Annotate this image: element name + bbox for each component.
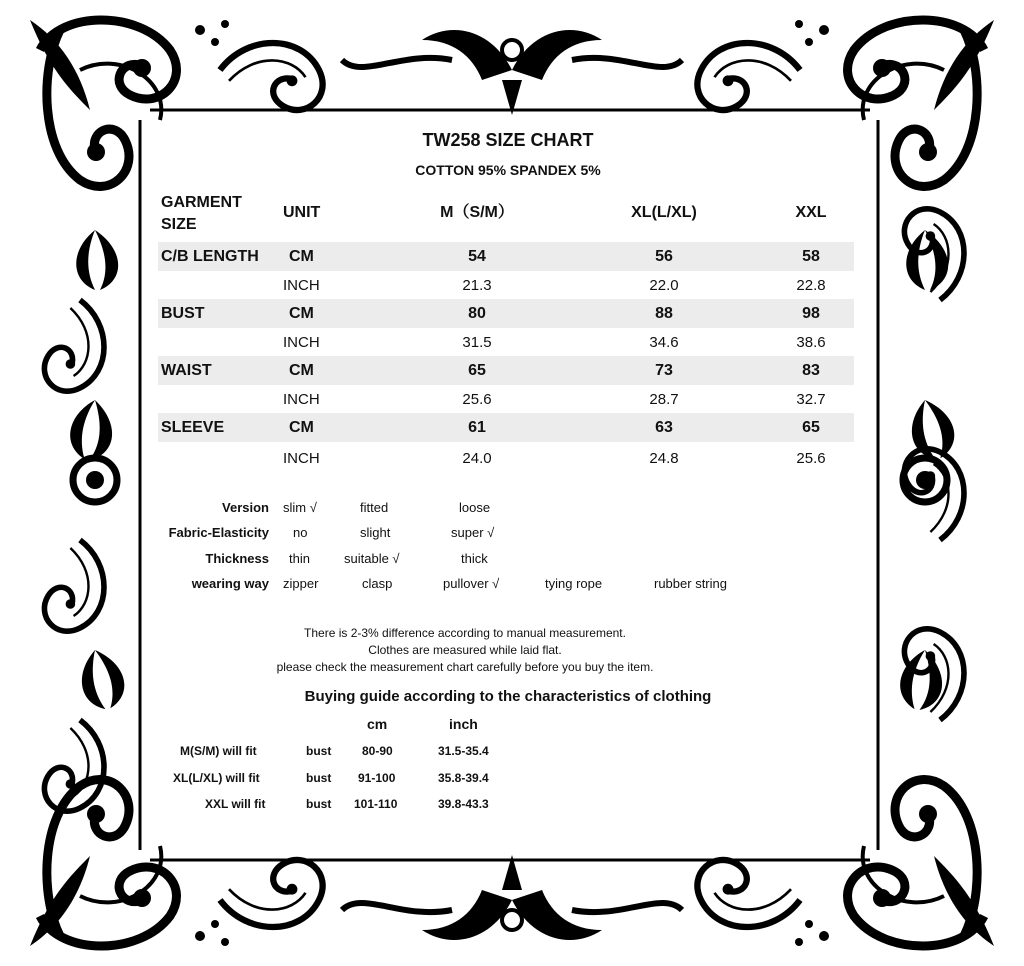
value-cm: 83 <box>802 362 820 379</box>
attr-option: thin <box>289 551 310 566</box>
value-cm: 65 <box>468 362 486 379</box>
guide-header-cm: cm <box>367 716 388 732</box>
value-cm: 54 <box>468 248 486 265</box>
guide-row-cm: 101-110 <box>354 797 398 811</box>
table-band <box>158 299 854 328</box>
unit-inch: INCH <box>283 277 320 294</box>
value-inch: 31.5 <box>462 334 492 351</box>
value-inch: 34.6 <box>649 334 679 351</box>
note-line: please check the measurement chart carefully before you buy the item. <box>276 660 654 674</box>
unit-inch: INCH <box>283 391 320 408</box>
value-inch: 21.3 <box>462 277 492 294</box>
header-size-m: M（S/M） <box>440 204 514 221</box>
value-cm: 63 <box>655 419 673 436</box>
row-label: SLEEVE <box>161 419 225 436</box>
attr-label-wearing-way: wearing way <box>191 576 269 591</box>
guide-row-inch: 39.8-43.3 <box>438 797 489 811</box>
value-inch: 25.6 <box>796 450 826 467</box>
attr-option: suitable √ <box>344 551 400 566</box>
value-cm: 65 <box>802 419 820 436</box>
value-cm: 80 <box>468 305 486 322</box>
attr-option: pullover √ <box>443 576 500 591</box>
guide-title: Buying guide according to the characteristics of clothing <box>304 688 712 705</box>
table-band <box>158 356 854 385</box>
unit-cm: CM <box>289 248 314 265</box>
attr-label-thickness: Thickness <box>205 551 269 566</box>
value-inch: 24.8 <box>649 450 679 467</box>
attr-option: super √ <box>451 525 495 540</box>
guide-row-label: XXL will fit <box>205 797 266 811</box>
guide-row-inch: 31.5-35.4 <box>438 744 489 758</box>
note-line: Clothes are measured while laid flat. <box>368 643 562 657</box>
value-inch: 32.7 <box>796 391 826 408</box>
attr-option: zipper <box>283 576 319 591</box>
value-cm: 88 <box>655 305 673 322</box>
attr-option: clasp <box>362 576 393 591</box>
chart-title: TW258 SIZE CHART <box>422 130 594 150</box>
header-unit: UNIT <box>283 204 321 221</box>
header-garment-size <box>161 192 242 236</box>
unit-cm: CM <box>289 305 314 322</box>
value-inch: 22.8 <box>796 277 826 294</box>
value-inch: 38.6 <box>796 334 826 351</box>
value-cm: 56 <box>655 248 673 265</box>
unit-cm: CM <box>289 362 314 379</box>
guide-row-cm: 80-90 <box>362 744 393 758</box>
attr-option: slight <box>360 525 391 540</box>
attr-option: slim √ <box>283 500 317 515</box>
chart-subtitle: COTTON 95% SPANDEX 5% <box>415 162 601 178</box>
attr-option: thick <box>461 551 488 566</box>
guide-row-label: M(S/M) will fit <box>180 744 257 758</box>
table-band <box>158 413 854 442</box>
table-band <box>158 242 854 271</box>
attr-option: loose <box>459 500 491 515</box>
header-size-xxl: XXL <box>795 204 827 221</box>
row-label: WAIST <box>161 362 212 379</box>
value-cm: 58 <box>802 248 820 265</box>
attr-option: no <box>293 525 308 540</box>
header-garment-line2: SIZE <box>161 216 197 233</box>
value-inch: 28.7 <box>649 391 679 408</box>
guide-header-inch: inch <box>449 716 478 732</box>
value-cm: 61 <box>468 419 486 436</box>
guide-row-part: bust <box>306 771 332 785</box>
value-inch: 24.0 <box>462 450 492 467</box>
guide-row-part: bust <box>306 744 332 758</box>
unit-cm: CM <box>289 419 314 436</box>
value-cm: 98 <box>802 305 820 322</box>
note-line: There is 2-3% difference according to manual measurement. <box>304 626 626 640</box>
row-label: C/B LENGTH <box>161 248 259 265</box>
unit-inch: INCH <box>283 334 320 351</box>
value-inch: 25.6 <box>462 391 492 408</box>
header-garment-line1: GARMENT <box>161 194 242 211</box>
guide-row-cm: 91-100 <box>358 771 396 785</box>
value-cm: 73 <box>655 362 673 379</box>
header-size-xl: XL(L/XL) <box>631 204 697 221</box>
attr-option: rubber string <box>654 576 727 591</box>
guide-row-part: bust <box>306 797 332 811</box>
value-inch: 22.0 <box>649 277 679 294</box>
unit-inch: INCH <box>283 450 320 467</box>
row-label: BUST <box>161 305 205 322</box>
guide-row-inch: 35.8-39.4 <box>438 771 489 785</box>
attr-option: tying rope <box>545 576 603 591</box>
attr-label-version: Version <box>222 500 269 515</box>
guide-row-label: XL(L/XL) will fit <box>173 771 260 785</box>
attr-label-elasticity: Fabric-Elasticity <box>168 525 269 540</box>
attr-option: fitted <box>360 500 389 515</box>
